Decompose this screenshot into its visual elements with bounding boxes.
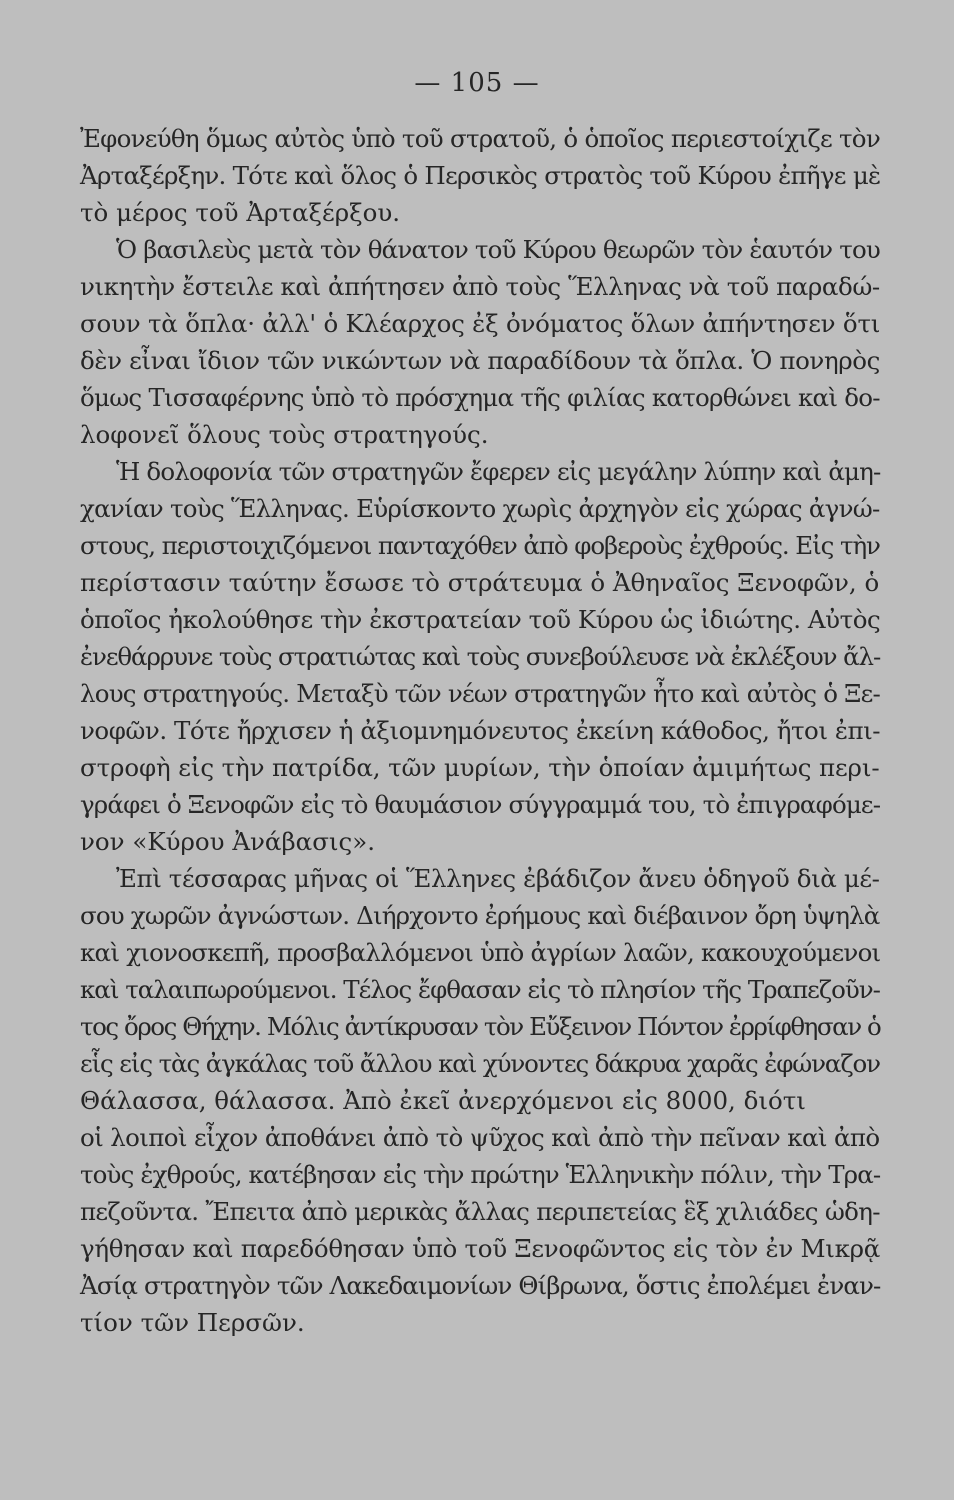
text-line: Ἐφονεύθη ὅμως αὐτὸς ὑπὸ τοῦ στρατοῦ, ὁ ὁποῖος περιεστοίχιζε τὸν bbox=[80, 124, 880, 153]
text-line: νικητὴν ἔστειλε καὶ ἀπήτησεν ἀπὸ τοὺς Ἕλληνας νὰ τοῦ παραδώ- bbox=[80, 272, 880, 301]
text-line: Ἐπὶ τέσσαρας μῆνας οἱ Ἕλληνες ἐβάδιζον ἄνευ ὁδηγοῦ διὰ μέ- bbox=[116, 864, 880, 893]
text-line: Ἀσίᾳ στρατηγὸν τῶν Λακεδαιμονίων Θίβρωνα, ὅστις ἐπολέμει ἐναν- bbox=[80, 1271, 881, 1300]
text-line: στους, περιστοιχιζόμενοι πανταχόθεν ἀπὸ φοβεροὺς ἐχθρούς. Εἰς τὴν bbox=[80, 531, 880, 560]
text-line: καὶ χιονοσκεπῆ, προσβαλλόμενοι ὑπὸ ἀγρίων λαῶν, κακουχούμενοι bbox=[80, 938, 881, 967]
text-line: πεζοῦντα. Ἔπειτα ἀπὸ μερικὰς ἄλλας περιπετείας ἓξ χιλιάδες ὡδη- bbox=[80, 1197, 880, 1226]
text-line: καὶ ταλαιπωρούμενοι. Τέλος ἔφθασαν εἰς τὸ πλησίον τῆς Τραπεζοῦν- bbox=[80, 975, 880, 1004]
text-line: τὸ μέρος τοῦ Ἀρταξέρξου. bbox=[80, 198, 401, 227]
text-line: οἱ λοιποὶ εἶχον ἀποθάνει ἀπὸ τὸ ψῦχος καὶ ἀπὸ τὴν πεῖναν καὶ ἀπὸ bbox=[80, 1123, 880, 1152]
text-line: νοφῶν. Τότε ἤρχισεν ἡ ἀξιομνημόνευτος ἐκείνη κάθοδος, ἤτοι ἐπι- bbox=[80, 716, 881, 745]
text-line: γήθησαν καὶ παρεδόθησαν ὑπὸ τοῦ Ξενοφῶντος εἰς τὸν ἐν Μικρᾷ bbox=[80, 1234, 881, 1263]
text-line: στροφὴ εἰς τὴν πατρίδα, τῶν μυρίων, τὴν ὁποίαν ἀμιμήτως περι- bbox=[80, 753, 880, 782]
text-line: ὁποῖος ἠκολούθησε τὴν ἐκστρατείαν τοῦ Κύρου ὡς ἰδιώτης. Αὐτὸς bbox=[80, 605, 881, 634]
text-line: χανίαν τοὺς Ἕλληνας. Εὑρίσκοντο χωρὶς ἀρχηγὸν εἰς χώρας ἀγνώ- bbox=[80, 494, 880, 523]
text-line: Ἀρταξέρξην. Τότε καὶ ὅλος ὁ Περσικὸς στρατὸς τοῦ Κύρου ἐπῆγε μὲ bbox=[80, 161, 881, 190]
text-line: τοὺς ἐχθρούς, κατέβησαν εἰς τὴν πρώτην Ἑλληνικὴν πόλιν, τὴν Τρα- bbox=[80, 1160, 881, 1189]
text-line: Ἡ δολοφονία τῶν στρατηγῶν ἔφερεν εἰς μεγάλην λύπην καὶ ἀμη- bbox=[116, 457, 881, 486]
text-line: Ὁ βασιλεὺς μετὰ τὸν θάνατον τοῦ Κύρου θεωρῶν τὸν ἑαυτόν του bbox=[116, 235, 880, 264]
text-line: σουν τὰ ὅπλα· ἀλλ' ὁ Κλέαρχος ἐξ ὀνόματος ὅλων ἀπήντησεν ὅτι bbox=[80, 309, 881, 338]
text-line: τίον τῶν Περσῶν. bbox=[80, 1308, 305, 1337]
text-line: λους στρατηγούς. Μεταξὺ τῶν νέων στρατηγῶν ἦτο καὶ αὐτὸς ὁ Ξε- bbox=[80, 679, 881, 708]
text-line: τος ὄρος Θήχην. Μόλις ἀντίκρυσαν τὸν Εὔξεινον Πόντον ἐρρίφθησαν ὁ bbox=[80, 1012, 881, 1041]
text-line: δὲν εἶναι ἴδιον τῶν νικώντων νὰ παραδίδουν τὰ ὅπλα. Ὁ πονηρὸς bbox=[80, 346, 880, 375]
body-text bbox=[80, 120, 880, 1341]
text-line: Θάλασσα, θάλασσα. Ἀπὸ ἐκεῖ ἀνερχόμενοι εἰς 8000, διότι bbox=[80, 1086, 806, 1115]
page-number: — 105 — bbox=[414, 68, 540, 98]
text-line: ὅμως Τισσαφέρνης ὑπὸ τὸ πρόσχημα τῆς φιλίας κατορθώνει καὶ δο- bbox=[80, 383, 880, 412]
text-line: λοφονεῖ ὅλους τοὺς στρατηγούς. bbox=[80, 420, 489, 449]
text-line: σου χωρῶν ἀγνώστων. Διήρχοντο ἐρήμους καὶ διέβαινον ὄρη ὑψηλὰ bbox=[80, 901, 880, 930]
text-line: ἐνεθάρρυνε τοὺς στρατιώτας καὶ τοὺς συνεβούλευσε νὰ ἐκλέξουν ἄλ- bbox=[80, 642, 881, 671]
text-line: εἷς εἰς τὰς ἀγκάλας τοῦ ἄλλου καὶ χύνοντες δάκρυα χαρᾶς ἐφώναζον bbox=[80, 1049, 880, 1078]
text-line: γράφει ὁ Ξενοφῶν εἰς τὸ θαυμάσιον σύγγραμμά του, τὸ ἐπιγραφόμε- bbox=[80, 790, 881, 819]
text-line: περίστασιν ταύτην ἔσωσε τὸ στράτευμα ὁ Ἀθηναῖος Ξενοφῶν, ὁ bbox=[80, 568, 880, 597]
text-line: νον «Κύρου Ἀνάβασις». bbox=[80, 827, 376, 856]
